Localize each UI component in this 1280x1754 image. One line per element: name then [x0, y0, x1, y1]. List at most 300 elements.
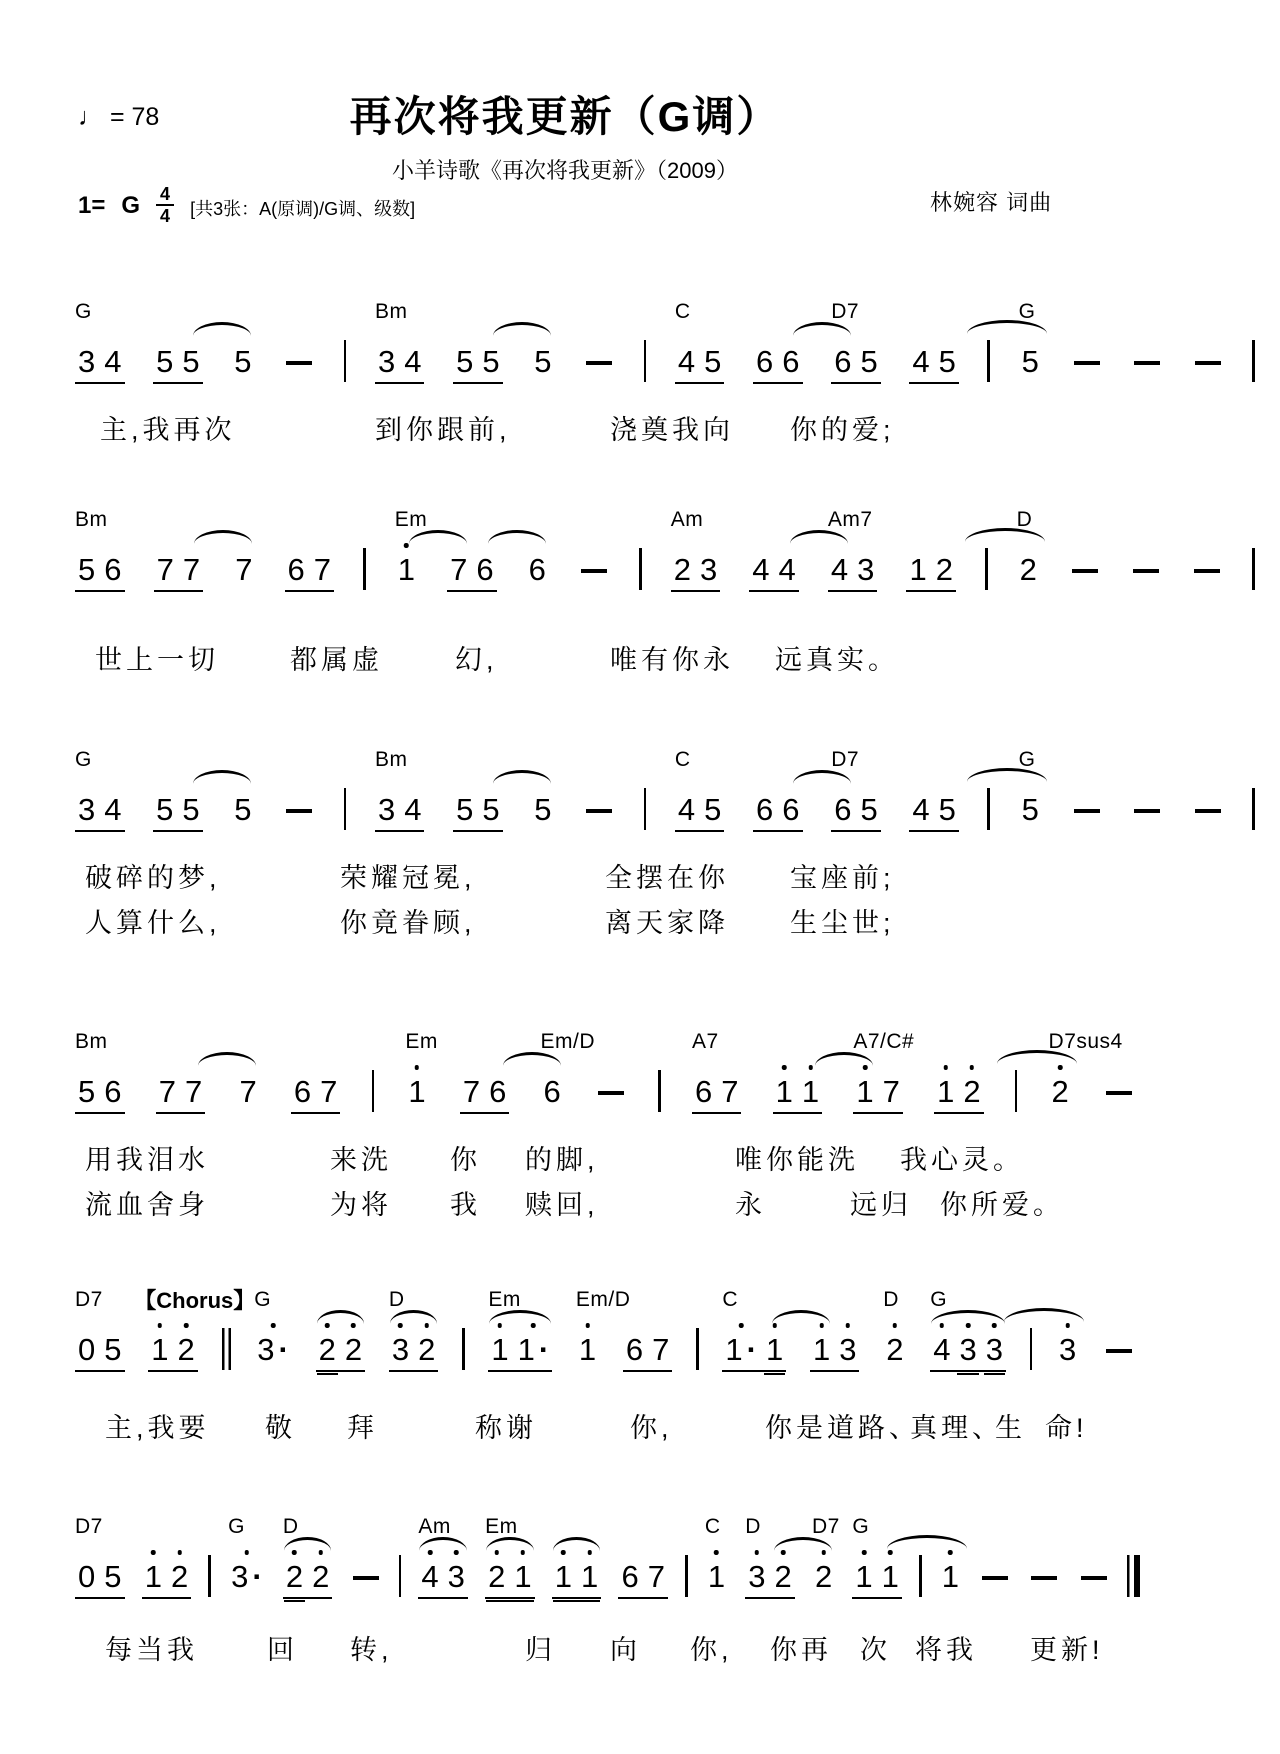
lyric-segment: 真理、: [910, 1413, 1003, 1443]
note-group: [531, 346, 554, 384]
note-number: 4: [404, 792, 422, 827]
barline: [987, 340, 990, 382]
note-number: 5: [234, 344, 252, 379]
note-group: [154, 554, 204, 592]
note-group: [831, 748, 881, 832]
note-group: [231, 346, 254, 384]
note-number: 4: [912, 344, 930, 379]
note-number: 1: [397, 552, 415, 587]
lyric-segment: 赎回,: [525, 1190, 599, 1220]
note-number: 5: [156, 344, 174, 379]
note-number: 5: [704, 792, 722, 827]
tie-arc: [965, 528, 1045, 542]
note-number: 1: [812, 1332, 831, 1367]
note-group: [228, 1515, 266, 1599]
note-number: 2: [170, 1559, 189, 1594]
notes-row: [75, 1288, 1135, 1372]
note-number: 2: [344, 1332, 363, 1367]
lyric-segment: 向: [610, 1635, 641, 1665]
note-group: [1028, 1576, 1060, 1599]
dash-extension: [1074, 809, 1100, 813]
note-number: 4: [752, 552, 770, 587]
note-number: 6: [834, 792, 852, 827]
note-number: 3: [839, 1332, 857, 1367]
note-number: 6: [625, 1332, 644, 1367]
note-group: [488, 1288, 552, 1372]
barline: [644, 788, 647, 830]
note-group: [236, 1076, 259, 1114]
note-number: 3 ·: [231, 1561, 263, 1592]
lyric-segment: 每当我: [105, 1635, 198, 1665]
chord-label: G: [1018, 300, 1036, 323]
chord-label: Am: [670, 508, 704, 531]
note-group: [1071, 809, 1103, 832]
note-number: 7: [313, 552, 332, 587]
lyric-segment: 破碎的梦,: [85, 863, 221, 893]
note-group: [447, 554, 497, 592]
note-group: [316, 1334, 366, 1372]
lyric-segment: 浇奠我向: [610, 415, 734, 445]
note-number: 4: [778, 552, 796, 587]
rest-note: 0: [78, 1332, 96, 1367]
note-number: 5: [78, 1074, 96, 1109]
note-number: 6: [489, 1074, 507, 1109]
lyrics-row: [75, 1406, 1135, 1442]
note-number: 7: [462, 1074, 481, 1109]
note-group: [531, 794, 554, 832]
note-number: 5: [938, 344, 956, 379]
lyric-segment: 你: [450, 1145, 481, 1175]
lyric-segment: 来洗: [330, 1145, 392, 1175]
lyric-segment: 离天家降: [605, 908, 729, 938]
dash-extension: [1195, 361, 1221, 365]
tie-arc: [493, 770, 551, 784]
dash-extension: [1072, 569, 1098, 573]
note-group: [575, 1288, 631, 1372]
note-number: 7: [882, 1074, 900, 1109]
chord-label: G: [254, 1288, 272, 1311]
chorus-label: 【Chorus】: [134, 1288, 256, 1313]
note-group: [1078, 1576, 1110, 1599]
chord-label: Em/D: [575, 1288, 631, 1311]
lyrics-row: [75, 638, 1255, 674]
note-group: [552, 1561, 602, 1599]
dash-extension: [1074, 361, 1100, 365]
chord-label: G: [852, 1515, 870, 1538]
lyric-segment: 的脚,: [525, 1145, 599, 1175]
chord-label: C: [722, 1288, 739, 1311]
barline: [1030, 1328, 1033, 1370]
note-group: [722, 1288, 786, 1372]
note-group: [1018, 748, 1042, 832]
system: [75, 1278, 1135, 1478]
chord-label: G: [1018, 748, 1036, 771]
note-number: 1: [856, 1074, 874, 1109]
barline: [639, 548, 642, 590]
tie-arc: [419, 1537, 467, 1551]
note-number: 2: [814, 1559, 833, 1594]
note-number: 4: [104, 792, 122, 827]
lyric-segment: 我: [450, 1190, 481, 1220]
chord-label: A7/C#: [853, 1030, 915, 1053]
dash-extension: [982, 1576, 1008, 1580]
dash-extension: [286, 809, 312, 813]
note-group: [773, 1076, 823, 1114]
chord-label: Bm: [75, 508, 108, 531]
note-number: 3: [1058, 1332, 1077, 1367]
final-barline: [1127, 1555, 1140, 1597]
tie-arc: [284, 1537, 332, 1551]
double-barline: [222, 1328, 231, 1370]
dash-extension: [581, 569, 607, 573]
tie-arc: [317, 1310, 365, 1324]
tie-arc: [774, 1537, 832, 1551]
note-number: 5: [534, 792, 552, 827]
lyric-segment: 称谢: [475, 1413, 537, 1443]
note-group: [350, 1576, 382, 1599]
tie-arc: [793, 322, 851, 336]
note-number: 1: [909, 552, 927, 587]
note-number: 7: [184, 1074, 203, 1109]
note-number: 4: [830, 552, 849, 587]
dash-extension: [598, 1091, 624, 1095]
dash-extension: [1134, 361, 1160, 365]
rest-note: 0: [78, 1559, 96, 1594]
chord-label: G: [228, 1515, 245, 1538]
note-number: 2: [673, 552, 691, 587]
note-group: [388, 1288, 439, 1372]
lyric-segment: 世上一切: [95, 645, 219, 675]
note-number: 5: [156, 792, 174, 827]
lyric-segment: 你是道路、: [765, 1413, 920, 1443]
note-number: 7: [158, 1074, 176, 1109]
note-group: [930, 1288, 1006, 1372]
note-number: 7: [652, 1332, 670, 1367]
barline: [372, 1070, 375, 1112]
note-group: [745, 1515, 795, 1599]
lyric-segment: 人算什么,: [85, 908, 221, 938]
barline: [363, 548, 366, 590]
note-number: 2: [963, 1074, 981, 1109]
note-number: 1: [578, 1332, 597, 1367]
lyric-segment: 远归: [850, 1190, 912, 1220]
barline: [208, 1555, 211, 1597]
note-group: [526, 554, 549, 592]
note-group: [418, 1515, 468, 1599]
note-group: [283, 809, 315, 832]
dash-extension: [1194, 569, 1220, 573]
lyric-segment: 到你跟前,: [375, 415, 511, 445]
note-group: [704, 1515, 728, 1599]
note-group: [142, 1561, 192, 1599]
tie-arc: [887, 1535, 967, 1549]
barline: [1252, 340, 1255, 382]
chord-label: D7: [811, 1515, 840, 1538]
chord-label: Am7: [827, 508, 873, 531]
tie-arc: [790, 530, 848, 544]
tie-arc: [486, 1537, 534, 1551]
note-number: 2: [418, 1332, 436, 1367]
note-number: 5: [456, 792, 474, 827]
lyric-segment: 次: [860, 1635, 891, 1665]
lyric-segment: 你的爱;: [790, 415, 895, 445]
note-group: [1192, 361, 1224, 384]
note-number: 1: [765, 1332, 784, 1367]
note-group: [540, 1030, 596, 1114]
note-number: 3: [857, 552, 875, 587]
note-group: [394, 508, 428, 592]
barline: [344, 340, 347, 382]
note-number: 3: [699, 552, 718, 587]
chord-label: G: [930, 1288, 948, 1311]
note-number: 6: [104, 1074, 122, 1109]
notes-row: [75, 508, 1255, 592]
note-group: [460, 1076, 510, 1114]
chord-label: C: [674, 300, 691, 323]
lyric-segment: 主,我再次: [100, 415, 236, 445]
note-group: [691, 1030, 742, 1114]
note-number: 1 ·: [518, 1334, 550, 1365]
note-number: 6: [528, 552, 546, 587]
note-group: [282, 1515, 333, 1599]
note-group: [578, 569, 610, 592]
note-number: 3 ·: [257, 1334, 289, 1365]
lyric-segment: 荣耀冠冕,: [340, 863, 476, 893]
note-group: [883, 1288, 906, 1372]
note-group: [485, 1515, 535, 1599]
notes-row: [75, 1030, 1135, 1114]
note-group: [939, 1561, 962, 1599]
lyric-segment: 命!: [1045, 1413, 1088, 1443]
dash-extension: [1081, 1576, 1107, 1580]
note-number: 7: [647, 1559, 665, 1594]
tie-arc: [409, 530, 467, 544]
note-number: 1: [775, 1074, 793, 1109]
lyric-segment: 回: [267, 1635, 298, 1665]
note-number: 6: [621, 1559, 639, 1594]
lyric-segment: 远真实。: [775, 645, 899, 675]
lyric-segment: 都属虚: [290, 645, 383, 675]
note-group: [283, 361, 315, 384]
note-number: 2: [488, 1559, 506, 1594]
note-number: 4: [912, 792, 930, 827]
lyrics-row: [75, 1138, 1135, 1174]
chord-label: Em: [405, 1030, 438, 1053]
note-number: 4: [933, 1332, 951, 1367]
note-group: [156, 1076, 206, 1114]
chord-label: Em: [485, 1515, 518, 1538]
tie-arc: [553, 1537, 601, 1551]
note-number: 2: [935, 552, 953, 587]
note-number: 5: [78, 552, 96, 587]
note-number: 1: [855, 1559, 873, 1594]
note-group: [909, 346, 959, 384]
note-number: 1: [144, 1559, 162, 1594]
lyrics-row: [75, 1183, 1135, 1219]
note-number: 2: [285, 1559, 304, 1594]
note-number: 1: [514, 1559, 532, 1594]
note-number: 4: [677, 792, 696, 827]
lyrics-row: [75, 1628, 1140, 1664]
note-group: [1103, 1091, 1135, 1114]
dash-extension: [1106, 1349, 1132, 1353]
chord-label: Bm: [374, 300, 408, 323]
note-number: 5: [104, 1559, 122, 1594]
note-number: 5: [182, 792, 200, 827]
dash-extension: [1031, 1576, 1057, 1580]
note-number: 3: [78, 344, 96, 379]
chord-label: Bm: [75, 1030, 108, 1053]
note-number: 3: [78, 792, 96, 827]
lyrics-row: [75, 408, 1255, 444]
note-group: [674, 300, 725, 384]
song-subtitle: 小羊诗歌《再次将我更新》（2009）: [392, 158, 738, 183]
lyric-segment: 流血舍身: [85, 1190, 209, 1220]
note-number: 5: [534, 344, 552, 379]
tie-arc: [489, 1310, 551, 1324]
note-group: [979, 1576, 1011, 1599]
note-group: [291, 1076, 341, 1114]
note-group: [753, 346, 803, 384]
note-number: 1: [491, 1332, 509, 1367]
note-number: 6: [782, 792, 800, 827]
note-group: [1191, 569, 1223, 592]
note-group: [1103, 1349, 1135, 1372]
chord-label: A7: [691, 1030, 719, 1053]
note-number: 2: [312, 1559, 330, 1594]
note-number: 1: [937, 1074, 955, 1109]
chord-label: D7: [831, 748, 860, 771]
tie-arc: [503, 1052, 561, 1066]
barline: [644, 340, 647, 382]
note-number: 1 ·: [725, 1334, 757, 1365]
lyric-segment: 归: [525, 1635, 556, 1665]
note-number: 5: [482, 792, 500, 827]
note-number: 1: [881, 1559, 899, 1594]
system: [75, 498, 1255, 698]
tie-arc: [194, 530, 252, 544]
note-group: [75, 1030, 125, 1114]
note-group: [285, 554, 335, 592]
note-group: [153, 346, 203, 384]
lyric-segment: 唯你能洗: [735, 1145, 859, 1175]
note-number: 2: [774, 1559, 792, 1594]
lyric-segment: 唯有你永: [610, 645, 734, 675]
note-number: 1: [801, 1074, 820, 1109]
note-group: [453, 346, 503, 384]
note-group: [75, 1288, 125, 1372]
note-number: 2: [177, 1332, 195, 1367]
note-number: 5: [182, 344, 200, 379]
note-number: 4: [421, 1559, 439, 1594]
note-group: [934, 1076, 984, 1114]
note-group: [670, 508, 721, 592]
chord-label: Bm: [374, 748, 408, 771]
time-signature-numerator: 4: [156, 185, 174, 206]
barline: [987, 788, 990, 830]
note-number: 5: [860, 792, 878, 827]
time-signature-denominator: 4: [160, 206, 171, 226]
note-number: 4: [404, 344, 422, 379]
note-group: [595, 1091, 627, 1114]
note-number: 5: [456, 344, 474, 379]
lyric-segment: 将我: [915, 1635, 977, 1665]
system: [75, 738, 1255, 938]
barline: [696, 1328, 699, 1370]
lyric-segment: 全摆在你: [605, 863, 729, 893]
note-number: 1: [151, 1332, 169, 1367]
note-number: 7: [235, 552, 253, 587]
note-group: [75, 1515, 125, 1599]
barline: [685, 1555, 688, 1597]
note-group: [1192, 809, 1224, 832]
barline: [462, 1328, 465, 1370]
dash-extension: [586, 809, 612, 813]
barline: [1252, 788, 1255, 830]
chord-label: D7: [75, 1515, 103, 1538]
note-number: 1: [554, 1559, 573, 1594]
system: [75, 1505, 1140, 1705]
tie-arc: [198, 1052, 256, 1066]
note-group: [1131, 361, 1163, 384]
note-number: 7: [320, 1074, 338, 1109]
lyric-segment: 生尘世;: [790, 908, 895, 938]
note-number: 5: [704, 344, 722, 379]
note-number: 6: [694, 1074, 713, 1109]
note-number: 6: [476, 552, 494, 587]
arrangement-note: [共3张：A(原调)/G调、级数]: [190, 199, 416, 219]
dash-extension: [1134, 809, 1160, 813]
lyric-segment: 你,: [630, 1413, 673, 1443]
note-group: [810, 1334, 860, 1372]
note-number: 3: [447, 1559, 465, 1594]
note-number: 4: [104, 344, 122, 379]
lyric-segment: 用我泪水: [85, 1145, 209, 1175]
chord-label: D: [745, 1515, 761, 1538]
lyric-segment: 主,我要: [105, 1413, 210, 1443]
chord-label: Am: [418, 1515, 451, 1538]
chord-label: G: [75, 748, 92, 771]
note-number: 7: [182, 552, 201, 587]
note-number: 6: [104, 552, 122, 587]
lyric-segment: 拜: [347, 1413, 378, 1443]
chord-label: D7: [75, 1288, 103, 1311]
song-title: 再次将我更新（G调）: [349, 93, 781, 140]
lyric-segment: 你,: [690, 1635, 733, 1665]
chord-label: Em: [488, 1288, 521, 1311]
note-group: [853, 1030, 915, 1114]
barline: [399, 1555, 402, 1597]
key-prefix: 1=: [78, 192, 106, 219]
tie-arc: [772, 1310, 830, 1324]
tie-arc: [488, 530, 546, 544]
note-number: 2: [1019, 552, 1037, 587]
note-number: 3: [748, 1559, 766, 1594]
note-number: 5: [860, 344, 878, 379]
system: [75, 1020, 1135, 1220]
note-group: [405, 1030, 438, 1114]
notes-row: [75, 300, 1255, 384]
note-number: 5: [234, 792, 252, 827]
note-number: 4: [677, 344, 696, 379]
barline: [344, 788, 347, 830]
note-group: [583, 361, 615, 384]
note-group: [909, 794, 959, 832]
lyric-segment: 幻,: [455, 645, 498, 675]
chord-label: D: [883, 1288, 899, 1311]
note-group: [827, 508, 878, 592]
system: [75, 290, 1255, 490]
